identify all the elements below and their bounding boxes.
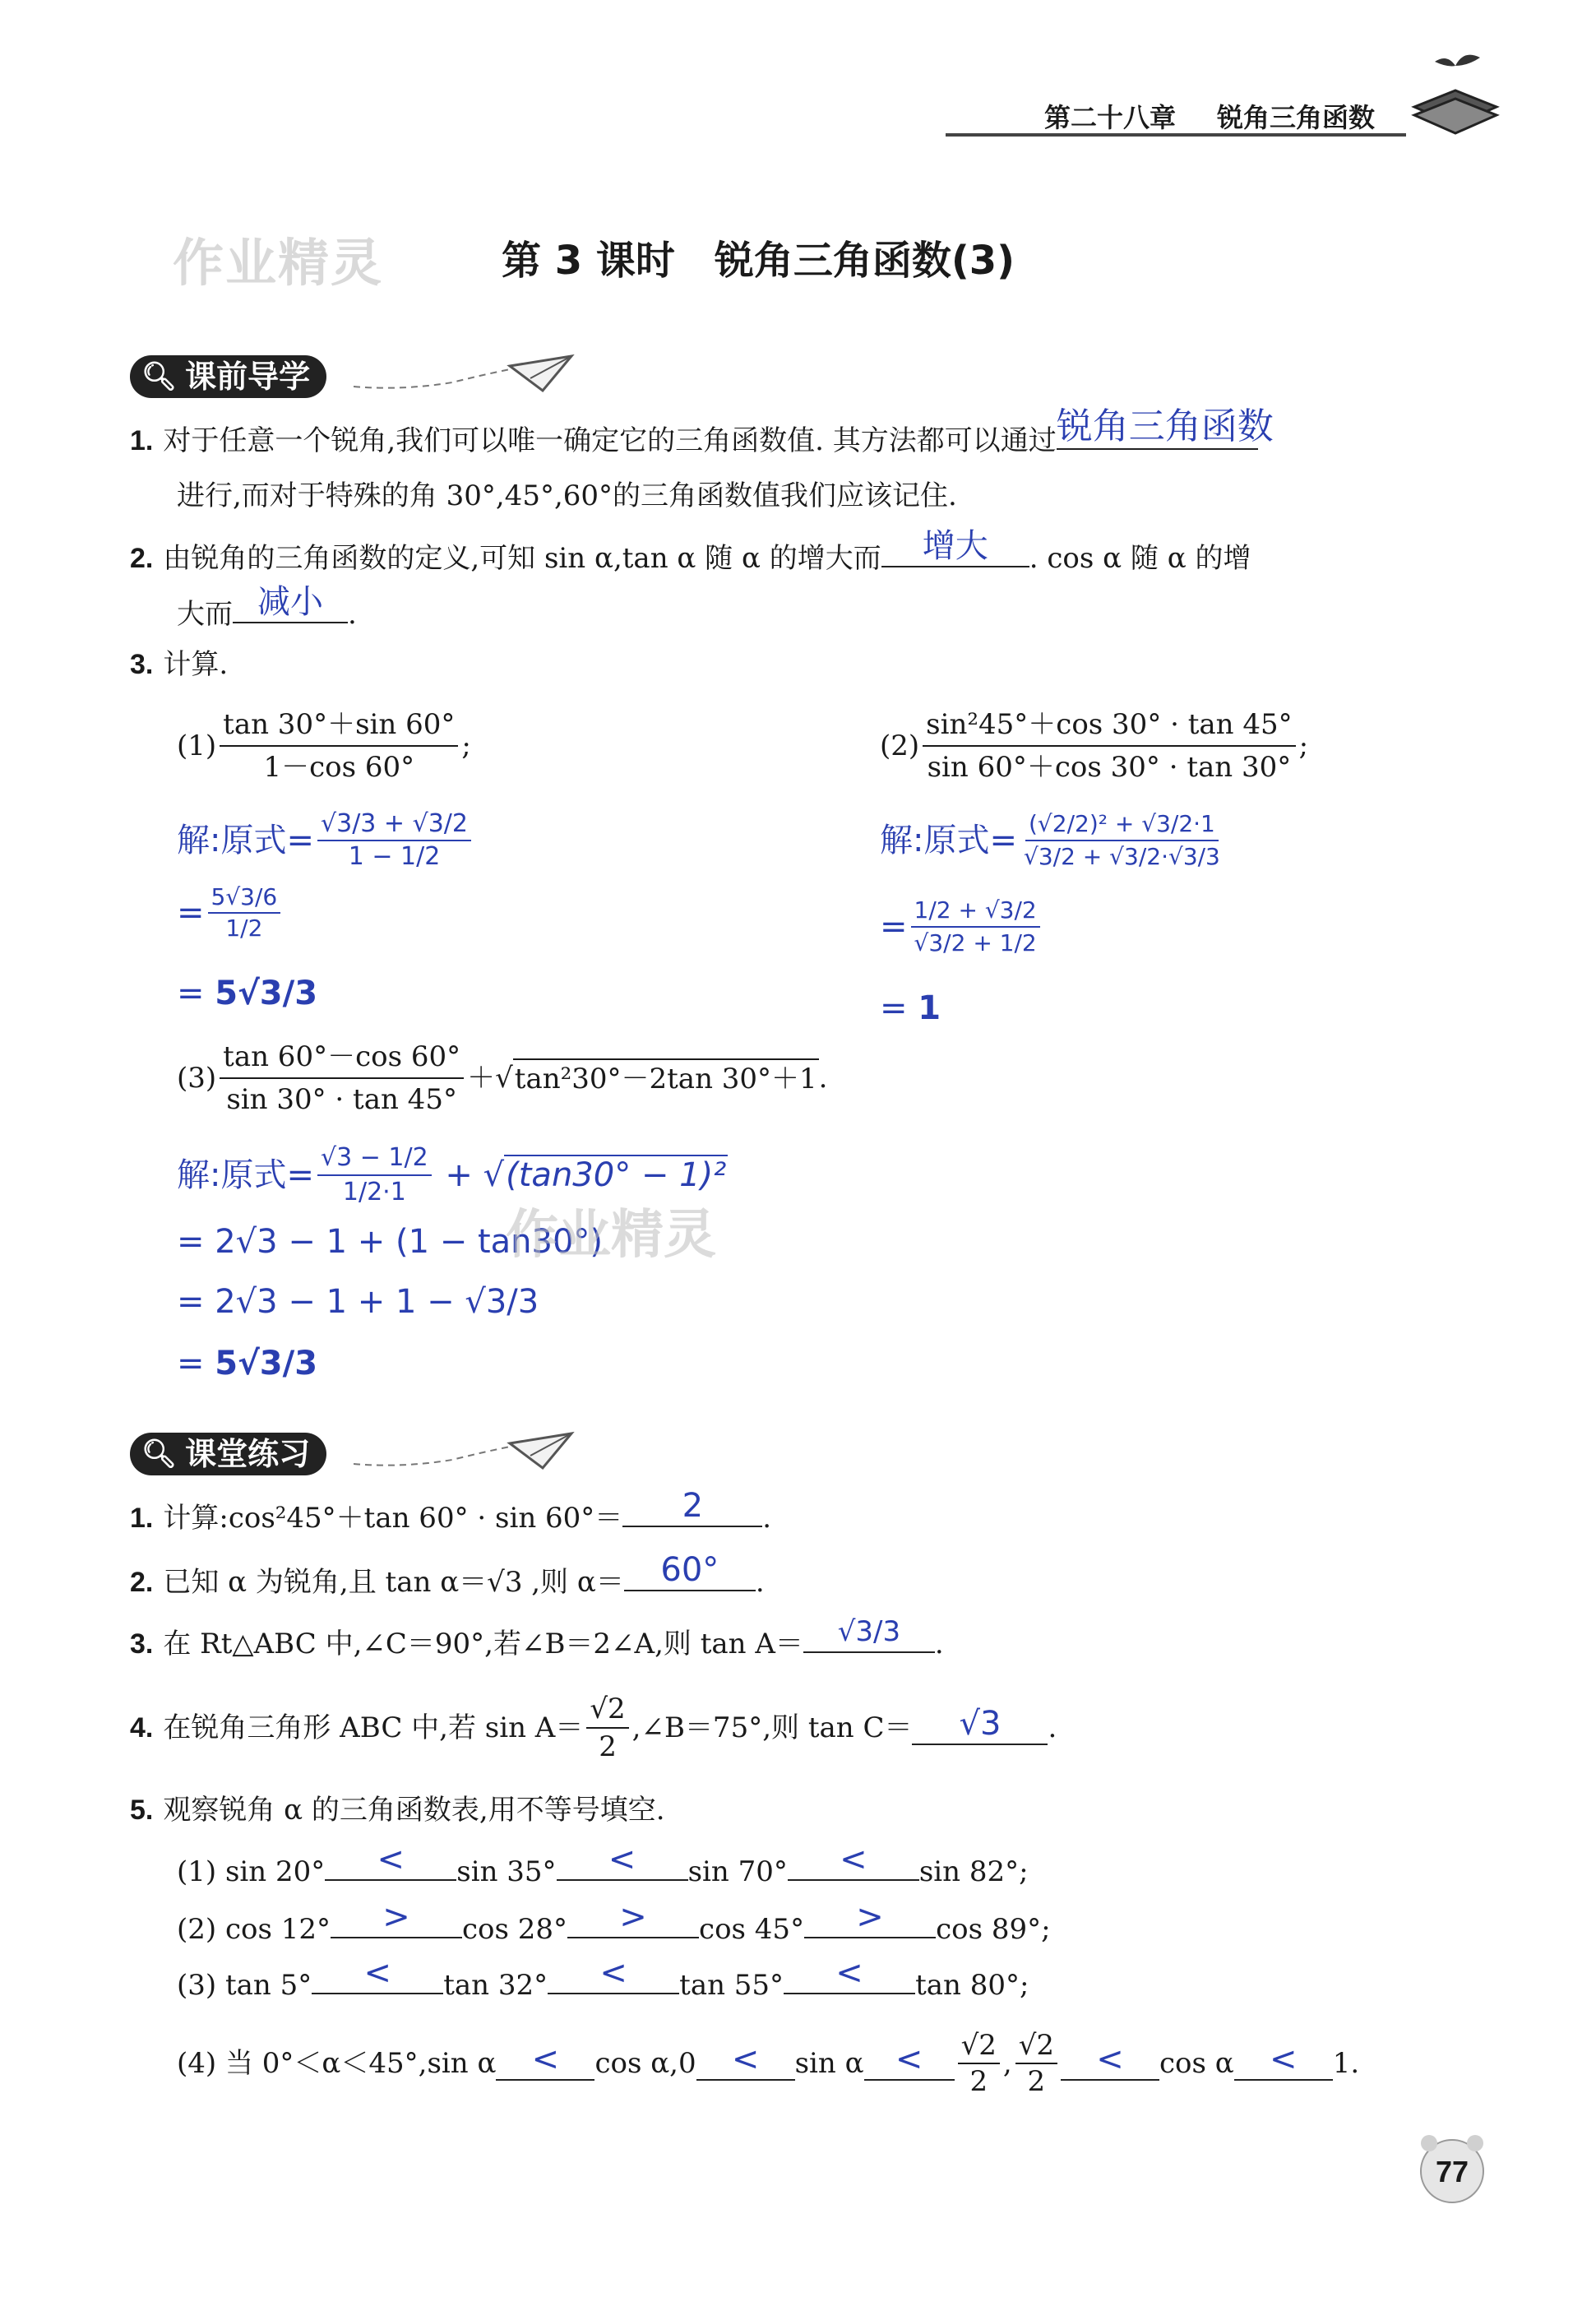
problem-3-numerator: tan 60°－cos 60° [220,1038,464,1079]
solution-3-line-4 [177,1341,317,1387]
solution-2-line-3 [880,985,941,1031]
page-number-badge [1414,2130,1490,2206]
solution-3-prefix: 解:原式= [177,1156,314,1194]
row-4-answer-1: < [531,2040,560,2078]
problem-3-label: (3) [177,1062,217,1095]
watermark-overlay: 作业精灵 [506,1205,716,1266]
row-3-answer-2: < [599,1954,627,1992]
pre-q2-text-b: . cos α 随 α 的增 [1029,542,1251,575]
practice-q5-row-4: (4) 当 0°＜α＜45°,sin α < cos α,0 < sin α < $\frac{√2}{2}$ , $\frac{√2}{2}$ < cos α < 1. [177,2029,1360,2098]
problem-3 [177,1038,827,1118]
practice-q3-text: 在 Rt△ABC 中,∠C＝90°,若∠B＝2∠A,则 tan A＝ [163,1628,803,1660]
row-4-term-1: (4) 当 0°＜α＜45°,sin α [177,2047,497,2080]
solution-1-step-1-numerator: √3/3 + √3/2 [317,810,471,841]
row-1-term-3: sin 70° [687,1855,788,1888]
practice-q5-row-3 [177,1954,1029,2004]
row-1-term-1: (1) sin 20° [177,1855,326,1888]
solution-1-line-3 [177,970,317,1017]
practice-q5-row-1 [177,1841,1029,1891]
row-4-blank-2[interactable] [696,2040,795,2081]
row-4-answer-5: < [1269,2040,1298,2078]
row-3-answer-1: < [363,1954,391,1992]
solution-2-step-2 [911,896,1040,957]
pre-q2-text-a: 由锐角的三角函数的定义,可知 sin α,tan α 随 α 的增大而 [163,542,881,575]
practice-q1-blank[interactable] [622,1487,762,1527]
row-3-term-4: tan 80°; [915,1969,1029,2002]
practice-q4-fraction [586,1693,628,1763]
row-4-blank-1[interactable] [496,2040,594,2081]
row-2-blank-3[interactable] [804,1898,936,1938]
practice-q3-answer: √3/3 [837,1615,901,1648]
practice-q4-text-a: 在锐角三角形 ABC 中,若 sin A＝ [163,1711,584,1744]
row-4-blank-4[interactable] [1061,2040,1159,2081]
equals-sign: = [880,989,918,1027]
row-4-answer-4: < [1096,2040,1124,2078]
row-4-blank-5[interactable] [1234,2040,1333,2081]
search-icon: 🔍︎ [141,360,178,393]
problem-1-fraction [220,706,458,786]
solution-3-step-1-radical: + √(tan30° − 1)² [434,1156,727,1194]
row-4-fraction-1 [958,2030,1000,2097]
equals-sign: = [177,1345,215,1382]
fraction-numerator: √2 [958,2030,1000,2064]
row-3-term-3: tan 55° [679,1969,784,2002]
chapter-label: 第二十八章 [1044,102,1177,133]
practice-question-5 [130,1791,665,1829]
problem-2-fraction [923,706,1295,786]
question-number: 3. [130,1628,154,1660]
pre-q3-text: 计算. [163,648,229,681]
pre-question-2-cont: 大而 减小 . [177,583,357,631]
question-number: 4. [130,1712,154,1744]
row-2-blank-2[interactable] [567,1898,699,1938]
problem-2: (2) $\frac{\text{sin²45°＋cos 30° · tan 45°}}{\sin 60^\circ+\cos 30^\circ \cdot \tan 30^\circ}$ ; [880,706,1308,786]
row-1-term-4: sin 82°; [918,1855,1029,1888]
practice-question-4: 4. 在锐角三角形 ABC 中,若 sin A＝ $\frac{√2}{2}$ ,∠B＝75°,则 tan C＝ √3 . [130,1693,1057,1763]
row-4-fraction-2 [1015,2030,1057,2097]
practice-q4-text-b: ,∠B＝75°,则 tan C＝ [631,1711,913,1744]
practice-q2-blank[interactable] [624,1551,756,1591]
practice-q4-blank[interactable] [912,1705,1048,1745]
problem-3-fraction [220,1038,464,1118]
question-number: 1. [130,425,154,456]
page-number: 77 [1435,2155,1469,2188]
search-icon: 🔍︎ [141,1438,178,1470]
watermark: 作业精灵 [173,233,384,293]
row-1-blank-2[interactable] [557,1841,688,1881]
row-1-blank-1[interactable] [325,1841,456,1881]
row-3-term-2: tan 32° [443,1969,548,2002]
row-1-blank-3[interactable] [788,1841,919,1881]
pre-q1-answer: 锐角三角函数 [1056,405,1274,447]
row-4-term-3: sin α [794,2047,864,2080]
practice-question-1: 1. 计算:cos²45°＋tan 60° · sin 60°＝ 2 . [130,1487,772,1535]
lesson-title: 第 3 课时 锐角三角函数(3) [502,238,1015,284]
equals-sign: = [177,975,215,1012]
row-1-term-2: sin 35° [456,1855,557,1888]
solution-1-result: 5√3/3 [215,975,318,1012]
question-number: 1. [130,1503,154,1534]
row-4-term-4: cos α [1159,2047,1234,2080]
solution-2-step-1 [1020,810,1224,871]
row-4-answer-2: < [731,2040,760,2078]
solution-3-line-2: = 2√3 − 1 + (1 − tan30°) [177,1223,604,1261]
row-2-answer-3: > [856,1898,884,1936]
page-header [946,82,1406,140]
practice-q2-text: 已知 α 为锐角,且 tan α＝√3 ,则 α＝ [163,1566,624,1599]
solution-3-result: 5√3/3 [215,1345,318,1382]
period: . [818,1062,828,1095]
practice-q5-row-2 [177,1898,1051,1948]
pre-question-2 [130,527,1251,577]
solution-1-line-1 [177,810,474,871]
practice-question-3: 3. 在 Rt△ABC 中,∠C＝90°,若∠B＝2∠A,则 tan A＝ √3/3 . [130,1615,944,1660]
solution-2-prefix: 解:原式= [880,822,1017,859]
problem-1-label: (1) [177,729,217,762]
solution-2-result: 1 [918,989,941,1027]
equals-sign: = [880,908,908,946]
problem-1: (1) $\frac{\tan 30^\circ+\sin 60^\circ}{1-\cos 60^\circ}$ ; [177,706,471,786]
problem-3-radicand: tan²30°－2tan 30°＋1 [513,1058,819,1098]
practice-question-2: 2. 已知 α 为锐角,且 tan α＝√3 ,则 α＝ 60° . [130,1551,765,1599]
pre-q2-answer-1: 增大 [922,527,988,565]
row-2-blank-1[interactable] [331,1898,462,1938]
row-3-term-1: (3) tan 5° [177,1969,312,2002]
row-2-term-4: cos 89°; [936,1913,1051,1946]
pre-q2-answer-2: 减小 [257,583,323,621]
pre-question-1 [130,405,1274,460]
problem-3-denominator: sin 30° · tan 45° [226,1083,457,1116]
section-in-class [130,1433,326,1475]
solution-2-step-1-denominator: √3/2 + √3/2·√3/3 [1024,843,1220,870]
solution-3-step-1-denominator: 1/2·1 [342,1178,406,1206]
row-3-blank-3[interactable] [784,1954,915,1994]
section-pre-class [130,355,326,398]
pre-question-1-cont: 进行,而对于特殊的角 30°,45°,60°的三角函数值我们应该记住. [177,479,957,512]
row-4-term-2: cos α,0 [594,2047,696,2080]
section-in-class-label: 课堂练习 [185,1436,311,1472]
solution-1-step-2-numerator: 5√3/6 [208,884,281,914]
practice-q5-text: 观察锐角 α 的三角函数表,用不等号填空. [163,1794,665,1827]
row-3-blank-1[interactable] [312,1954,443,1994]
row-2-term-2: cos 28° [462,1913,568,1946]
row-4-term-end: 1. [1332,2047,1360,2080]
row-1-answer-1: < [377,1841,405,1878]
problem-1-numerator: tan 30°＋sin 60° [220,706,458,747]
solution-2-step-2-numerator: 1/2 + √3/2 [911,896,1040,928]
row-2-term-3: cos 45° [699,1913,805,1946]
practice-q3-blank[interactable] [803,1615,935,1653]
problem-1-denominator: 1－cos 60° [263,751,415,784]
row-1-answer-2: < [608,1841,636,1878]
question-number: 2. [130,543,154,574]
solution-1-line-2 [177,884,284,942]
book-stack-icon [1406,49,1505,140]
solution-1-step-2-denominator: 1/2 [225,915,263,942]
solution-2-line-1 [880,810,1227,871]
problem-2-denominator: sin 60°＋cos 30° · tan 30° [927,751,1292,784]
paper-plane-icon [354,1427,584,1484]
solution-2-step-2-denominator: √3/2 + 1/2 [914,929,1037,956]
practice-q4-answer: √3 [959,1705,1002,1743]
practice-q2-answer: 60° [660,1551,719,1589]
row-4-answer-3: < [895,2040,923,2078]
section-pre-class-label: 课前导学 [185,359,311,395]
solution-1-step-1 [317,810,471,871]
pre-q2-text-c: 大而 [177,598,233,631]
question-number: 2. [130,1567,154,1598]
pre-question-3 [130,646,228,683]
solution-3-step-1-numerator: √3 − 1/2 [317,1143,432,1176]
row-3-answer-3: < [835,1954,863,1992]
practice-q1-answer: 2 [682,1487,704,1525]
row-2-answer-2: > [619,1898,647,1936]
solution-3-step-1 [317,1143,432,1207]
row-4-blank-3[interactable] [864,2040,955,2081]
fraction-denominator: 2 [1027,2065,1046,2098]
paper-plane-icon [354,350,584,407]
row-2-term-1: (2) cos 12° [177,1913,331,1946]
topic-label: 锐角三角函数 [1217,102,1376,133]
header-rule [946,133,1406,137]
solution-2-step-1-numerator: (√2/2)² + √3/2·1 [1025,810,1219,841]
problem-2-numerator: sin²45°＋cos 30° · tan 45° [923,706,1295,747]
solution-2-line-2 [880,896,1043,957]
pre-q2-blank-1[interactable] [881,527,1029,567]
solution-3-line-3: = 2√3 − 1 + 1 − √3/3 [177,1283,539,1321]
solution-1-prefix: 解:原式= [177,822,314,859]
fraction-denominator: 2 [969,2065,988,2098]
solution-1-step-1-denominator: 1 − 1/2 [348,842,441,871]
row-3-blank-2[interactable] [548,1954,679,1994]
pre-q1-blank[interactable] [1056,405,1274,450]
row-2-answer-1: > [382,1898,410,1936]
question-number: 3. [130,649,154,680]
practice-q4-fraction-numerator: √2 [586,1693,628,1729]
solution-1-step-2 [208,884,281,942]
pre-q1-text-a: 对于任意一个锐角,我们可以唯一确定它的三角函数值. 其方法都可以通过 [163,424,1057,457]
practice-q4-fraction-denominator: 2 [599,1730,617,1763]
fraction-numerator: √2 [1015,2030,1057,2064]
problem-2-label: (2) [880,729,920,762]
row-1-answer-3: < [840,1841,867,1878]
plus-sign: ＋√ [467,1062,513,1095]
question-number: 5. [130,1795,154,1826]
equals-sign: = [177,894,205,932]
practice-q1-text: 计算:cos²45°＋tan 60° · sin 60°＝ [163,1502,623,1535]
